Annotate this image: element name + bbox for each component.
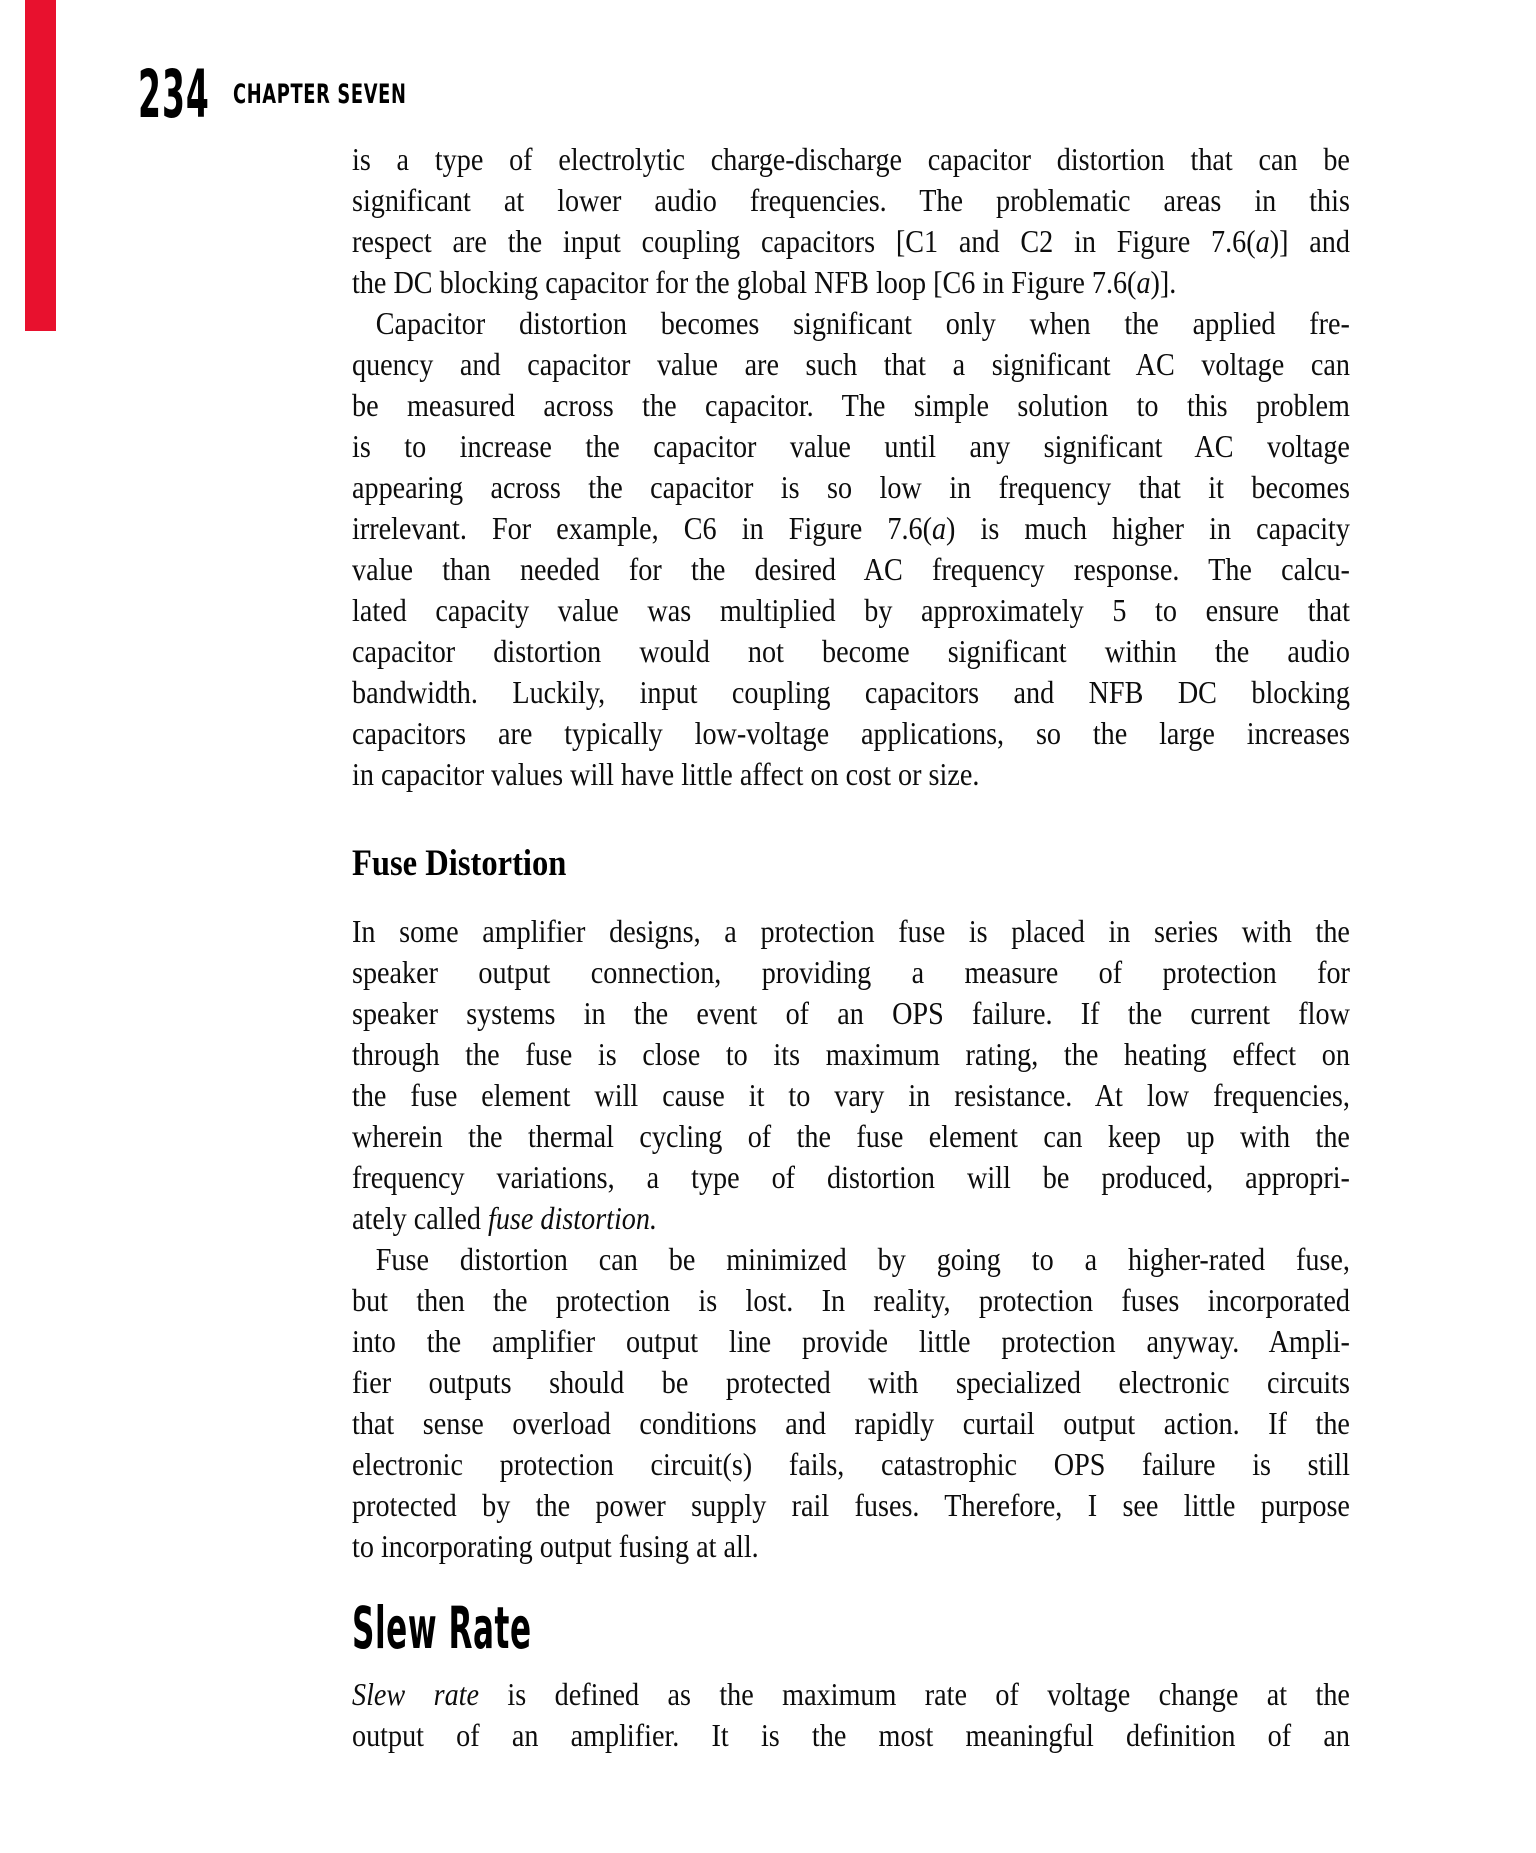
text-segment: ) is much higher in capacity — [946, 510, 1350, 546]
italic-text: fuse distortion. — [488, 1200, 658, 1236]
body-line — [352, 221, 1350, 262]
subsection-heading: Fuse Distortion — [352, 843, 567, 884]
body-line — [352, 1526, 1350, 1567]
body-line — [352, 1198, 1350, 1239]
body-line — [352, 1034, 1350, 1075]
body-line — [352, 344, 1350, 385]
text-segment: to incorporating output fusing at all. — [352, 1528, 759, 1564]
body-line — [352, 1321, 1350, 1362]
body-line — [352, 1444, 1350, 1485]
body-line — [352, 180, 1350, 221]
text-segment: ately called — [352, 1200, 489, 1236]
body-line — [352, 713, 1350, 754]
text-segment: respect are the input coupling capacitors [C1 and C2 in Figure 7.6( — [352, 223, 1256, 259]
text-segment: wherein the thermal cycling of the fuse element can keep up with the — [352, 1118, 1350, 1154]
body-line — [352, 426, 1350, 467]
body-line — [352, 1674, 1350, 1715]
body-line — [352, 993, 1350, 1034]
text-segment: fier outputs should be protected with specialized electronic circuits — [352, 1364, 1350, 1400]
body-line — [352, 139, 1350, 180]
body-line — [352, 1239, 1350, 1280]
text-segment: quency and capacitor value are such that a significant AC voltage can — [352, 346, 1350, 382]
page-body — [352, 139, 1350, 1756]
body-line — [352, 1075, 1350, 1116]
text-segment: speaker systems in the event of an OPS failure. If the current flow — [352, 995, 1350, 1031]
body-line — [352, 1157, 1350, 1198]
text-segment: in capacitor values will have little affect on cost or size. — [352, 756, 980, 792]
body-line — [352, 1403, 1350, 1444]
body-line — [352, 1485, 1350, 1526]
body-line — [352, 1280, 1350, 1321]
body-line — [352, 911, 1350, 952]
page-number: 234 — [138, 56, 210, 133]
body-line — [352, 754, 1350, 795]
text-segment: Fuse distortion can be minimized by going to a higher-rated fuse, — [375, 1241, 1350, 1277]
text-segment: is defined as the maximum rate of voltage change at the — [478, 1676, 1350, 1712]
italic-text: a — [931, 510, 947, 546]
text-segment: significant at lower audio frequencies. The problematic areas in this — [352, 182, 1350, 218]
text-segment: Capacitor distortion becomes significant only when the applied fre- — [375, 305, 1350, 341]
text-segment: is a type of electrolytic charge-discharge capacitor distortion that can be — [352, 141, 1350, 177]
chapter-color-bar — [25, 0, 56, 331]
text-segment: frequency variations, a type of distortion will be produced, appropri- — [352, 1159, 1350, 1195]
body-line — [352, 1116, 1350, 1157]
text-segment: irrelevant. For example, C6 in Figure 7.6( — [352, 510, 932, 546]
text-segment: the fuse element will cause it to vary in resistance. At low frequencies, — [352, 1077, 1350, 1113]
body-line — [352, 952, 1350, 993]
body-line — [352, 467, 1350, 508]
text-segment: be measured across the capacitor. The simple solution to this problem — [352, 387, 1350, 423]
text-segment: that sense overload conditions and rapidly curtail output action. If the — [352, 1405, 1350, 1441]
chapter-label: CHAPTER SEVEN — [233, 79, 407, 110]
body-line — [352, 1715, 1350, 1756]
text-segment: electronic protection circuit(s) fails, catastrophic OPS failure is still — [352, 1446, 1350, 1482]
body-line — [352, 508, 1350, 549]
body-line — [352, 303, 1350, 344]
text-segment: )] and — [1269, 223, 1350, 259]
text-segment: but then the protection is lost. In reality, protection fuses incorporated — [352, 1282, 1350, 1318]
italic-text: Slew rate — [352, 1676, 479, 1712]
text-segment: capacitors are typically low-voltage applications, so the large increases — [352, 715, 1350, 751]
body-line — [352, 385, 1350, 426]
text-segment: speaker output connection, providing a measure of protection for — [352, 954, 1350, 990]
italic-text: a — [1136, 264, 1151, 300]
text-segment: value than needed for the desired AC frequency response. The calcu- — [352, 551, 1350, 587]
text-segment: the DC blocking capacitor for the global NFB loop [C6 in Figure 7.6( — [352, 264, 1137, 300]
text-segment: bandwidth. Luckily, input coupling capacitors and NFB DC blocking — [352, 674, 1350, 710]
text-segment: is to increase the capacitor value until any significant AC voltage — [352, 428, 1350, 464]
body-line — [352, 631, 1350, 672]
italic-text: a — [1255, 223, 1270, 259]
text-segment: In some amplifier designs, a protection fuse is placed in series with the — [352, 913, 1350, 949]
text-segment: through the fuse is close to its maximum rating, the heating effect on — [352, 1036, 1350, 1072]
text-segment: lated capacity value was multiplied by approximately 5 to ensure that — [352, 592, 1350, 628]
body-line — [352, 1362, 1350, 1403]
text-segment: appearing across the capacitor is so low in frequency that it becomes — [352, 469, 1350, 505]
body-line — [352, 672, 1350, 713]
text-segment: output of an amplifier. It is the most meaningful definition of an — [352, 1717, 1350, 1753]
body-line — [352, 590, 1350, 631]
text-segment: capacitor distortion would not become significant within the audio — [352, 633, 1350, 669]
section-heading-text: Slew Rate — [352, 1594, 532, 1662]
text-segment: protected by the power supply rail fuses. Therefore, I see little purpose — [352, 1487, 1350, 1523]
body-line — [352, 262, 1350, 303]
text-segment: into the amplifier output line provide little protection anyway. Ampli- — [352, 1323, 1350, 1359]
text-segment: )]. — [1150, 264, 1177, 300]
body-line — [352, 549, 1350, 590]
section-heading — [352, 1594, 1350, 1662]
